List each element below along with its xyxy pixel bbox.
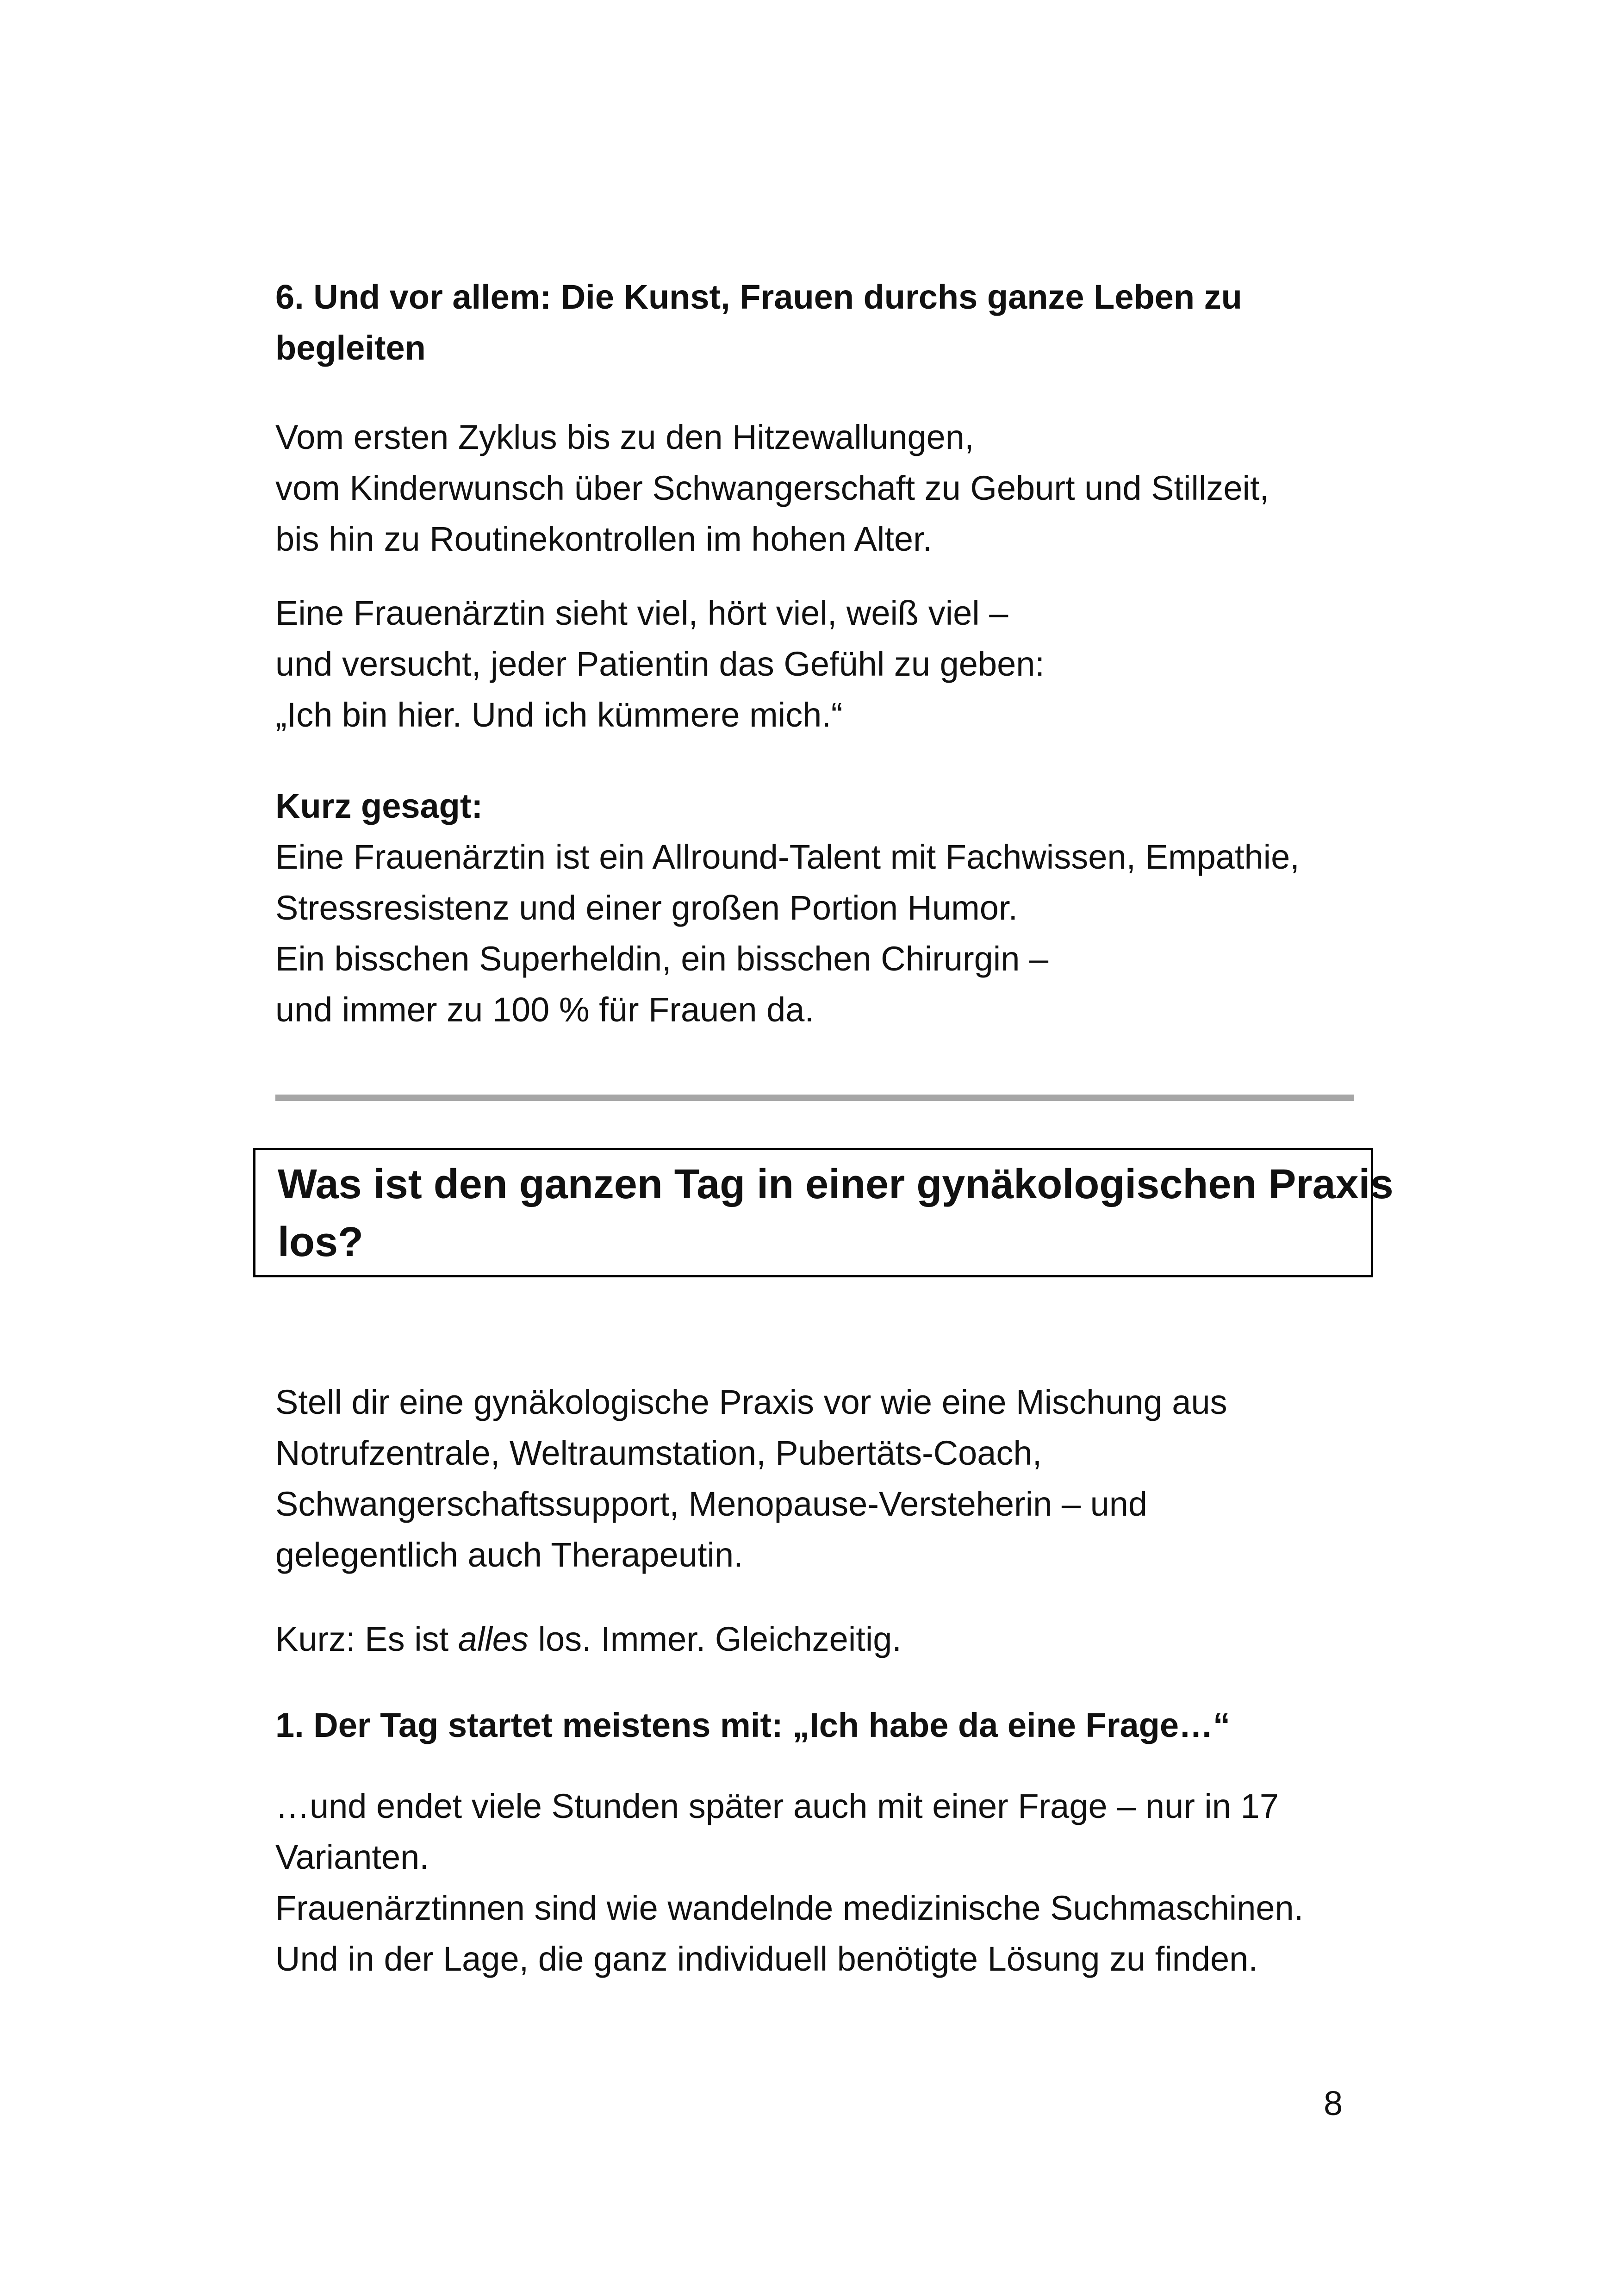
text-line: Eine Frauenärztin sieht viel, hört viel, weiß viel – <box>275 594 1008 632</box>
text-line: und versucht, jeder Patientin das Gefühl zu geben: <box>275 645 1045 683</box>
heading-line: 6. Und vor allem: Die Kunst, Frauen durchs ganze Leben zu <box>275 278 1242 316</box>
text-segment: los. Immer. Gleichzeitig. <box>528 1620 902 1658</box>
page-number: 8 <box>1324 2084 1343 2122</box>
text-line: Und in der Lage, die ganz individuell benötigte Lösung zu finden. <box>275 1940 1258 1978</box>
text-line: Eine Frauenärztin ist ein Allround-Talent mit Fachwissen, Empathie, <box>275 838 1300 876</box>
emphasis-text: alles <box>458 1620 529 1658</box>
chapter-heading-box <box>253 1148 1394 1277</box>
text-line <box>275 1614 1377 1665</box>
paragraph-everything <box>275 1614 1377 1665</box>
paragraph-care <box>275 588 1377 740</box>
heading-line: los? <box>278 1219 364 1265</box>
text-line: …und endet viele Stunden später auch mit einer Frage – nur in 17 <box>275 1787 1279 1825</box>
section-1-heading: 1. Der Tag startet meistens mit: „Ich habe da eine Frage…“ <box>275 1706 1231 1744</box>
text-line: Frauenärztinnen sind wie wandelnde medizinische Suchmaschinen. <box>275 1889 1304 1927</box>
text-line: Notrufzentrale, Weltraumstation, Pubertäts-Coach, <box>275 1434 1042 1472</box>
text-line: Varianten. <box>275 1838 429 1876</box>
section-6-heading <box>275 272 1377 373</box>
text-line: gelegentlich auch Therapeutin. <box>275 1536 743 1574</box>
paragraph-practice-intro <box>275 1377 1377 1580</box>
text-line: Stell dir eine gynäkologische Praxis vor wie eine Mischung aus <box>275 1383 1227 1421</box>
text-line: Ein bisschen Superheldin, ein bisschen Chirurgin – <box>275 940 1049 978</box>
text-line: bis hin zu Routinekontrollen im hohen Alter. <box>275 520 933 558</box>
text-line: Schwangerschaftssupport, Menopause-Versteherin – und <box>275 1485 1148 1523</box>
text-line: und immer zu 100 % für Frauen da. <box>275 990 815 1029</box>
paragraph-life-phases <box>275 412 1377 565</box>
horizontal-divider <box>275 1095 1354 1101</box>
text-line: „Ich bin hier. Und ich kümmere mich.“ <box>275 696 843 734</box>
text-line: vom Kinderwunsch über Schwangerschaft zu Geburt und Stillzeit, <box>275 469 1270 507</box>
text-segment: Kurz: Es ist <box>275 1620 458 1658</box>
chapter-heading <box>278 1156 1394 1271</box>
heading-line: begleiten <box>275 329 426 367</box>
summary-paragraph <box>275 832 1377 1035</box>
paragraph-questions <box>275 1781 1377 1985</box>
summary-label: Kurz gesagt: <box>275 787 483 825</box>
heading-line: Was ist den ganzen Tag in einer gynäkologischen Praxis <box>278 1161 1394 1207</box>
text-line: Vom ersten Zyklus bis zu den Hitzewallungen, <box>275 418 974 456</box>
text-line: Stressresistenz und einer großen Portion Humor. <box>275 889 1018 927</box>
